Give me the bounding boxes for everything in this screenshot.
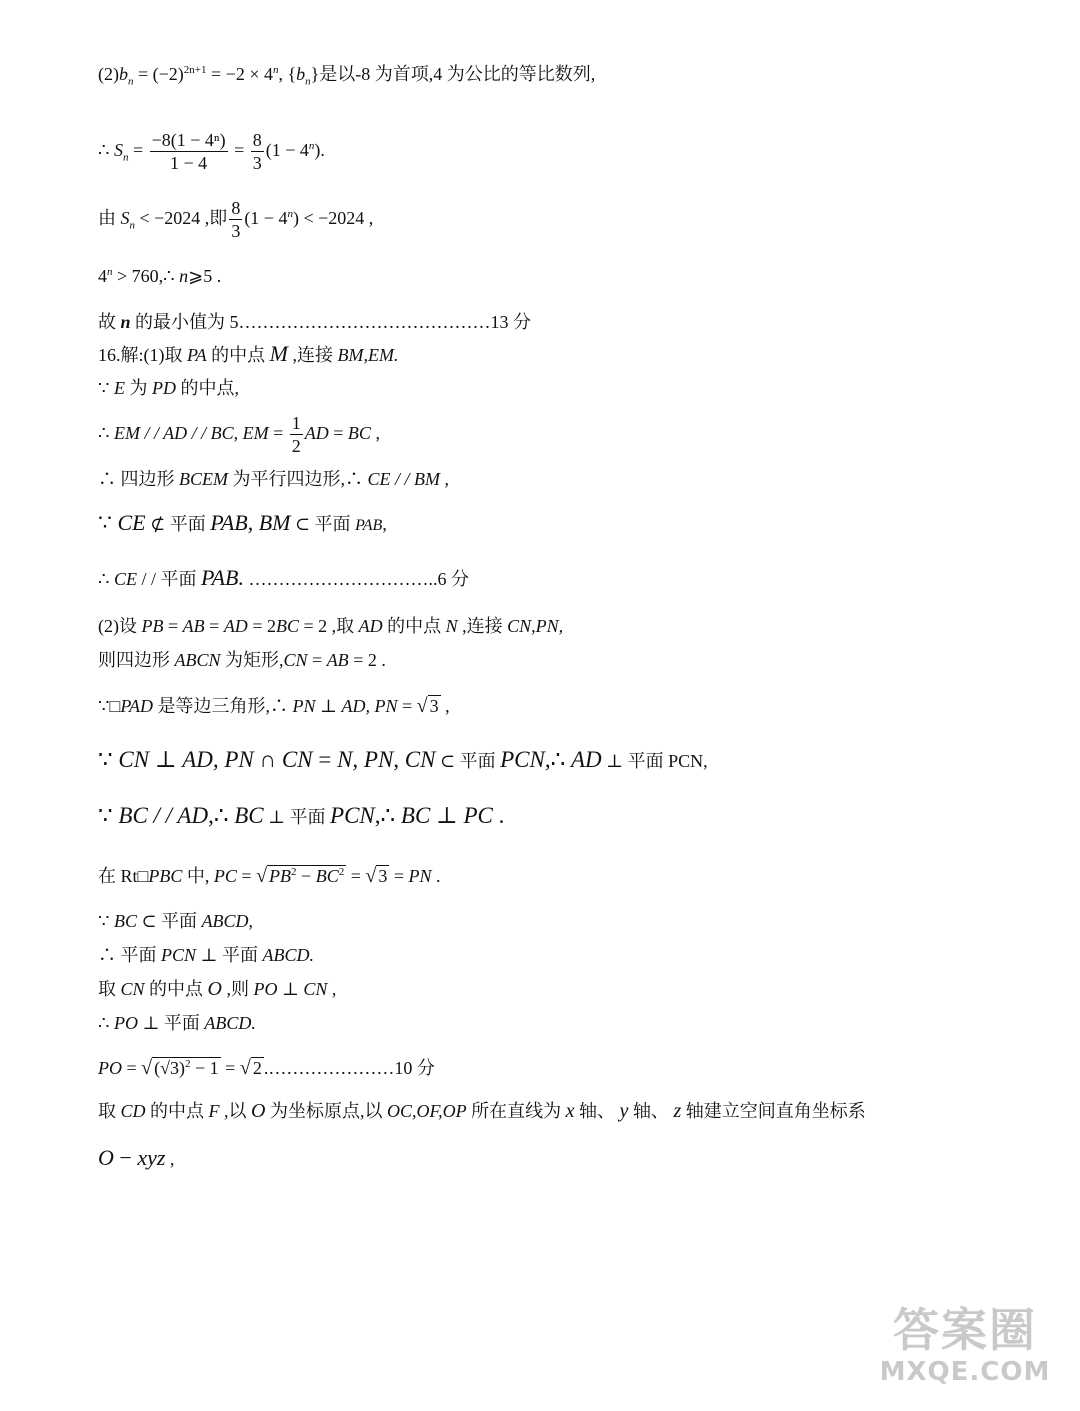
text: ⊂ 平面 <box>435 751 501 771</box>
var: PO <box>98 1058 122 1078</box>
text: ) < −2024 , <box>292 208 374 228</box>
var: AD <box>358 616 383 636</box>
text: (1 − 4 <box>244 208 288 228</box>
text: (2)设 <box>98 616 142 636</box>
sqrt-sign: √ <box>365 865 377 887</box>
var: OC,OF,OP <box>386 1101 467 1121</box>
var: O <box>98 1145 114 1170</box>
text: ∵□ <box>98 696 121 716</box>
text: 16.解:(1)取 <box>98 345 187 365</box>
text: , <box>382 514 387 534</box>
text: ,连接 <box>457 616 508 636</box>
text: < −2024 ,即 <box>135 208 228 228</box>
text: , { <box>278 64 297 84</box>
var: z <box>673 1100 682 1122</box>
line-10 <box>98 511 387 538</box>
sub: n <box>128 75 134 88</box>
text: = −2 × 4 <box>206 64 273 84</box>
text: .…………………10 分 <box>263 1058 435 1078</box>
var: PO <box>253 979 278 999</box>
radicand <box>267 865 346 886</box>
text: ∩ <box>253 747 282 772</box>
var: ABCD, <box>201 911 254 931</box>
fraction <box>229 197 242 242</box>
var: EM / / AD / / BC, EM <box>113 423 269 443</box>
line-14 <box>98 694 450 718</box>
text: 为坐标原点,以 <box>265 1101 387 1121</box>
text: = <box>397 696 417 716</box>
text: 的中点 <box>206 345 270 365</box>
sqrt-sign: √ <box>141 1057 153 1079</box>
line-9 <box>98 467 449 491</box>
line-6 <box>98 342 398 367</box>
var: CD <box>120 1101 146 1121</box>
var: AD <box>223 616 248 636</box>
text: = <box>204 616 224 636</box>
var: CN,PN, <box>507 616 564 636</box>
sqrt-sign: √ <box>256 865 268 887</box>
var: N, PN, CN <box>337 747 436 772</box>
watermark-logo <box>870 1305 1060 1397</box>
line-20 <box>98 977 336 1001</box>
var: E <box>113 378 125 398</box>
var: F <box>208 1101 220 1121</box>
var: PA <box>187 345 207 365</box>
var: CE / / BM <box>367 469 440 489</box>
line-4 <box>98 264 221 288</box>
text: ⊂ 平面 <box>290 514 356 534</box>
text: ⊥ <box>430 803 464 828</box>
var: PAB <box>355 517 383 534</box>
text: = (−2) <box>133 64 184 84</box>
var: CN <box>303 979 328 999</box>
sqrt-sign: √ <box>416 695 428 717</box>
var: O <box>207 978 222 1000</box>
text: = 2 ,取 <box>298 616 359 636</box>
text: 是等边三角形,∴ <box>153 696 293 716</box>
line-16 <box>98 804 504 829</box>
var: CE <box>113 569 137 589</box>
text: 的中点 <box>382 616 446 636</box>
var: AB <box>326 650 349 670</box>
line-11 <box>98 566 469 591</box>
text: = <box>122 1058 142 1078</box>
text: 为 <box>124 378 152 398</box>
var: PB <box>269 866 292 886</box>
var: PCN <box>330 803 375 828</box>
text: 的最小值为 5……………………………………13 分 <box>130 312 532 332</box>
var: BC <box>400 803 431 828</box>
denominator: 3 <box>252 153 262 174</box>
sup: n <box>308 140 315 152</box>
text: = <box>312 747 338 772</box>
text: ,∴ <box>544 747 571 772</box>
var: ABCD. <box>262 945 314 965</box>
var: AB <box>182 616 205 636</box>
var: S <box>120 208 130 228</box>
var: n <box>120 312 131 332</box>
var: n <box>179 266 189 286</box>
var: PBC <box>148 866 183 886</box>
line-22 <box>98 1056 435 1080</box>
line-7 <box>98 376 239 400</box>
text: = <box>346 866 366 886</box>
line-12 <box>98 614 563 638</box>
text: 的中点, <box>175 378 239 398</box>
text: = <box>229 140 249 160</box>
text: = 2 . <box>348 650 386 670</box>
sup: n <box>287 208 293 220</box>
text: ∴ <box>98 423 114 443</box>
var: BCEM <box>179 469 228 489</box>
text: − <box>113 1145 138 1170</box>
text: ∴ <box>98 140 114 160</box>
text: 故 <box>98 312 121 332</box>
var: ABCN <box>174 650 221 670</box>
var: PN <box>408 866 432 886</box>
text: 的中点 <box>145 1101 209 1121</box>
var: PN <box>292 696 316 716</box>
line-8 <box>98 410 380 457</box>
var: CE <box>117 510 146 535</box>
text: = <box>128 140 148 160</box>
text: 取 <box>98 979 121 999</box>
text: ,以 <box>219 1101 252 1121</box>
var: BC <box>113 911 137 931</box>
var: O <box>251 1100 266 1122</box>
line-24 <box>98 1146 174 1171</box>
var: BM,EM. <box>337 345 399 365</box>
text: , <box>440 696 450 716</box>
sup: 2 <box>185 1058 191 1070</box>
var: PO <box>113 1013 138 1033</box>
text: ⊥ <box>277 979 304 999</box>
text: 4 <box>98 266 107 286</box>
text: ∵ <box>98 747 119 772</box>
text: 取 <box>98 1101 121 1121</box>
sup: n <box>272 64 279 76</box>
text: 则四边形 <box>98 650 175 670</box>
text: . <box>431 866 441 886</box>
line-17 <box>98 864 441 888</box>
var: b <box>296 64 306 84</box>
fraction <box>251 129 264 174</box>
text: > 760,∴ <box>112 266 180 286</box>
var: PC <box>463 803 493 828</box>
var: M <box>269 341 288 366</box>
text: ∴ 四边形 <box>98 469 179 489</box>
text: (1 − 4 <box>265 140 309 160</box>
line-21 <box>98 1011 256 1035</box>
text: ⊥ <box>149 747 183 772</box>
sqrt-sign: √ <box>239 1057 251 1079</box>
var: ABCD. <box>204 1013 256 1033</box>
text: ⊥ 平面 <box>196 945 263 965</box>
radicand: 3 <box>378 866 388 886</box>
var: CN <box>120 979 145 999</box>
var: b <box>119 64 128 84</box>
var: BC <box>275 616 299 636</box>
text: ,∴ <box>374 803 401 828</box>
text: 为平行四边形,∴ <box>228 469 368 489</box>
numerator: −8(1 − 4ⁿ) <box>151 130 226 151</box>
var: PAB. <box>200 565 244 590</box>
text: ∵ <box>98 378 114 398</box>
denominator: 3 <box>231 221 241 242</box>
var: PD <box>151 378 176 398</box>
var: PC <box>213 866 237 886</box>
text: ,连接 <box>288 345 338 365</box>
radicand: 2 <box>252 1058 262 1078</box>
var: PAD <box>120 696 153 716</box>
var: PCN <box>500 747 545 772</box>
text: ∵ <box>98 803 119 828</box>
var: BC / / AD <box>118 803 209 828</box>
text: 所在直线为 <box>466 1101 566 1121</box>
text: …………………………..6 分 <box>243 569 469 589</box>
numerator: 8 <box>252 130 262 151</box>
text: 是以-8 为首项,4 为公比的等比数列, <box>319 64 596 84</box>
text: ∵ <box>98 911 114 931</box>
sub: n <box>129 219 135 232</box>
var: BC <box>347 423 371 443</box>
text: 在 Rt□ <box>98 866 149 886</box>
text: 的中点 <box>144 979 208 999</box>
text: / / 平面 <box>136 569 201 589</box>
text: 中, <box>182 866 214 886</box>
sub: n <box>122 151 129 164</box>
text: ∴ <box>98 1013 114 1033</box>
text: (2) <box>98 64 119 84</box>
text: ∴ <box>98 569 114 589</box>
var: CN <box>118 747 150 772</box>
line-23 <box>98 1099 866 1123</box>
text: = <box>220 1058 240 1078</box>
text: , <box>327 979 337 999</box>
var: BC <box>234 803 264 828</box>
text: = 2 <box>247 616 276 636</box>
numerator: 8 <box>231 198 241 219</box>
var: BC <box>315 866 339 886</box>
line-2 <box>98 120 325 180</box>
denominator: 2 <box>291 436 301 457</box>
text: = <box>307 650 327 670</box>
text: 由 <box>98 208 121 228</box>
text: , <box>440 469 449 489</box>
text: ⊥ 平面 <box>137 1013 205 1033</box>
line-3 <box>98 190 373 246</box>
text: = <box>328 423 348 443</box>
text: ,则 <box>221 979 254 999</box>
var: PCN <box>161 945 197 965</box>
var: AD, PN <box>341 696 398 716</box>
line-5 <box>98 310 531 334</box>
text: 轴、 <box>628 1101 674 1121</box>
text: = <box>163 616 183 636</box>
text: , <box>165 1149 175 1169</box>
sup: 2 <box>338 866 345 878</box>
text: , <box>370 423 380 443</box>
text: ). <box>314 140 325 160</box>
text: ∴ 平面 <box>98 945 161 965</box>
text: ∵ <box>98 510 118 535</box>
text: = <box>236 866 257 886</box>
fraction <box>290 412 303 457</box>
sup: n <box>107 266 113 278</box>
text: = <box>268 423 288 443</box>
text: ⊥ <box>315 696 342 716</box>
text: 轴建立空间直角坐标系 <box>681 1101 866 1121</box>
sub: n <box>305 75 311 88</box>
var: AD <box>570 747 602 772</box>
numerator: 1 <box>291 413 301 434</box>
text: − 1 <box>190 1058 219 1078</box>
radicand: 3 <box>429 696 439 716</box>
text: } <box>310 64 320 84</box>
text: ,∴ <box>208 803 235 828</box>
var: CN <box>283 650 308 670</box>
text: ⊂ 平面 <box>136 911 202 931</box>
text: ⊥ 平面 PCN, <box>601 751 708 771</box>
text: ⊥ 平面 <box>263 807 331 827</box>
fraction <box>150 129 228 174</box>
text: 为矩形, <box>220 650 284 670</box>
text: 轴、 <box>574 1101 620 1121</box>
var: N <box>445 616 458 636</box>
var: PAB, BM <box>210 510 291 535</box>
text: ⩾5 . <box>188 266 222 286</box>
sup: 2n+1 <box>183 64 207 76</box>
radicand <box>152 1057 221 1078</box>
line-18 <box>98 909 253 933</box>
sup: 2 <box>291 866 297 878</box>
text: ⊄ 平面 <box>145 514 211 534</box>
line-15 <box>98 748 708 773</box>
var: xyz <box>137 1145 166 1170</box>
var: x <box>565 1100 575 1122</box>
watermark-title: 答案圈 <box>893 1303 1037 1357</box>
denominator: 1 − 4 <box>170 153 208 174</box>
var: y <box>619 1100 629 1122</box>
watermark-url: MXQE.COM <box>879 1357 1051 1387</box>
text: . <box>492 803 505 828</box>
var: AD, PN <box>182 747 254 772</box>
line-19 <box>98 943 314 967</box>
text: = <box>389 866 409 886</box>
var: PB <box>141 616 164 636</box>
line-13 <box>98 648 386 672</box>
line-1 <box>98 62 595 86</box>
text: (√3) <box>154 1058 186 1078</box>
var: CN <box>281 747 313 772</box>
var: AD <box>304 423 329 443</box>
var: S <box>113 140 123 160</box>
text: − <box>296 866 316 886</box>
